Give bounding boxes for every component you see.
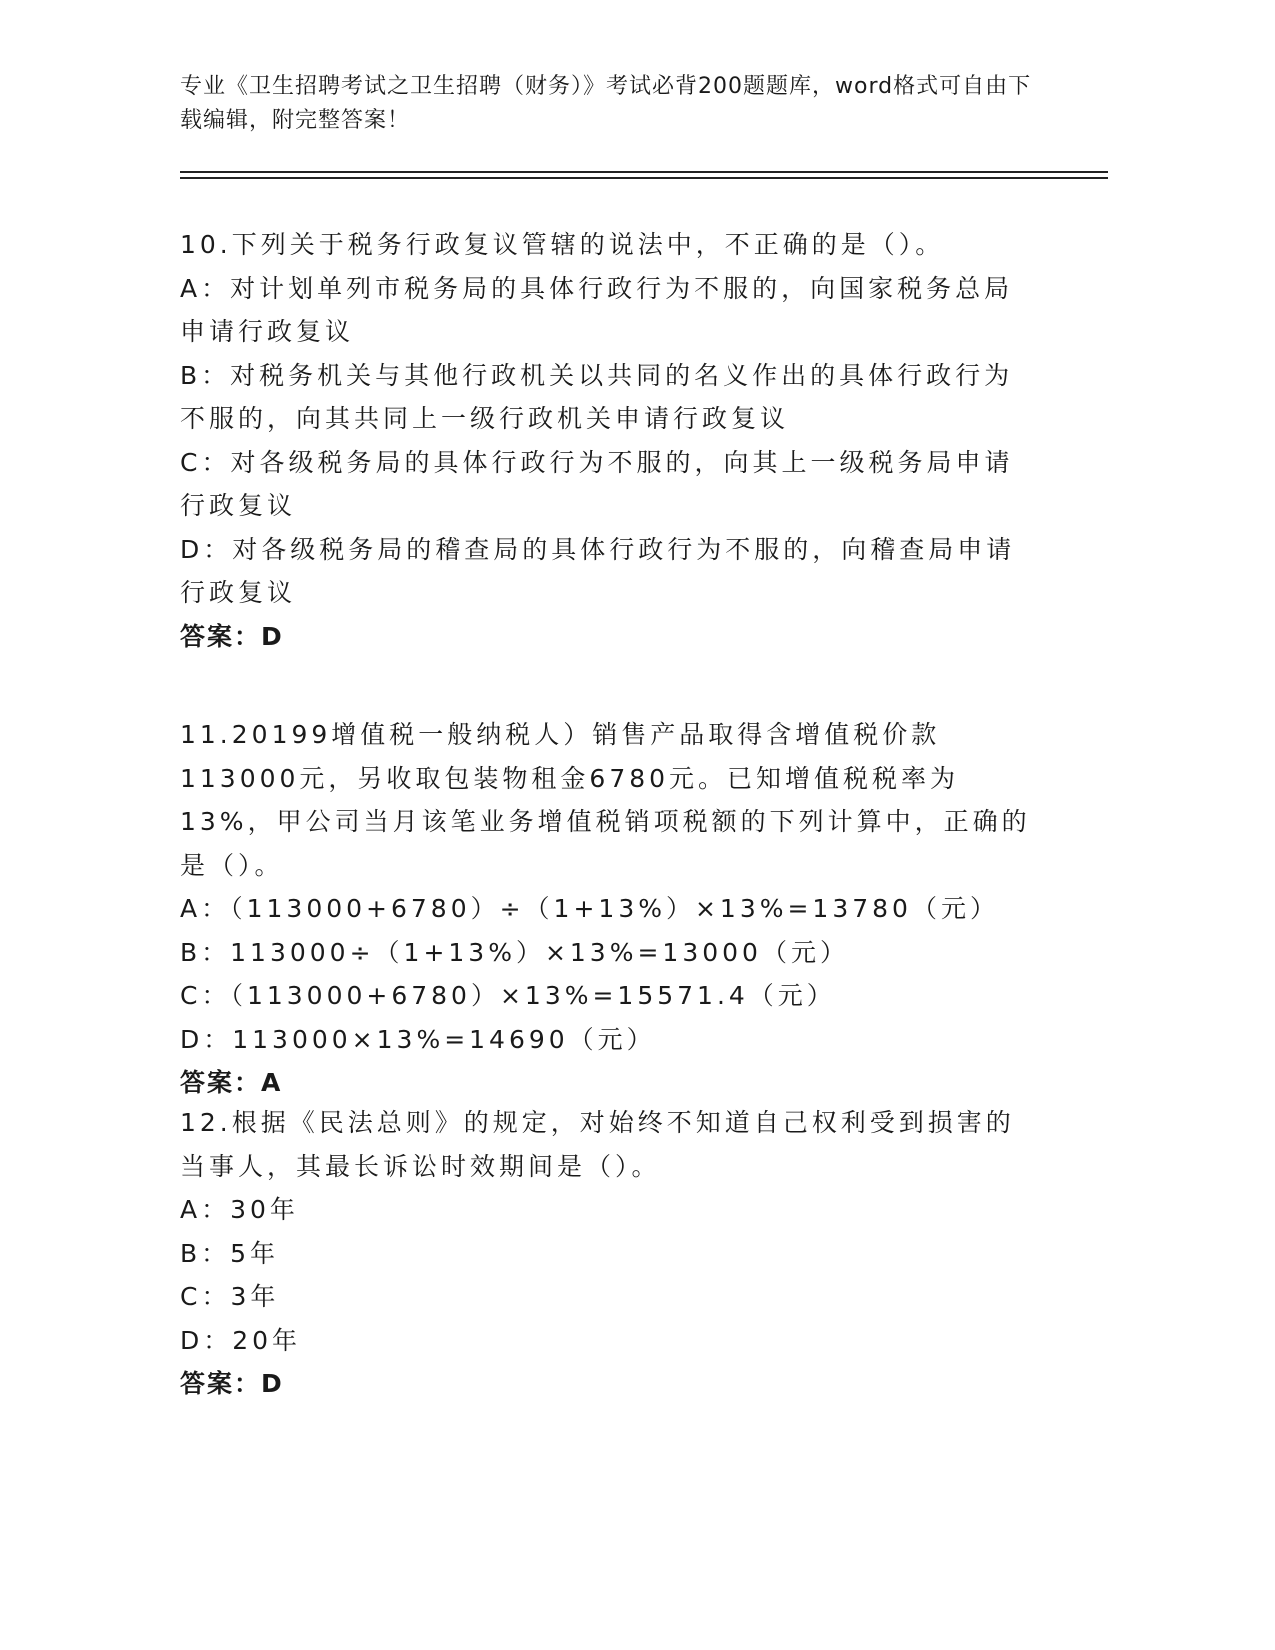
header-rule-top [180,171,1108,173]
header-rule-bottom [180,177,1108,179]
option-a: A：对计划单列市税务局的具体行政行为不服的，向国家税务总局申请行政复议 [180,273,1014,346]
question-stem: 12.根据《民法总则》的规定，对始终不知道自己权利受到损害的当事人，其最长诉讼时效期间是（）。 [180,1108,1015,1181]
answer: 答案：D [180,1369,284,1398]
option-b: B：对税务机关与其他行政机关以共同的名义作出的具体行政行为不服的，向其共同上一级行政机关申请行政复议 [180,360,1014,433]
answer: 答案：D [180,621,284,651]
question-11 [180,713,1040,1105]
option-d: D：20年 [180,1325,302,1355]
option-d: D：113000×13%=14690（元） [180,1024,656,1054]
option-b: B：113000÷（1+13%）×13%=13000（元） [180,937,849,967]
option-c: C：（113000+6780）×13%=15571.4（元） [180,981,836,1010]
option-a: A：（113000+6780）÷（1+13%）×13%=13780（元） [180,894,999,923]
option-a: A：30年 [180,1195,299,1224]
question-10 [180,223,1040,658]
question-stem: 10.下列关于税务行政复议管辖的说法中，不正确的是（）。 [180,230,945,259]
question-stem: 11.20199增值税一般纳税人）销售产品取得含增值税价款113000元，另收取包装物租金6780元。已知增值税税率为13%，甲公司当月该笔业务增值税销项税额的下列计算中，正确的是（）。 [180,720,1031,880]
option-d: D：对各级税务局的稽查局的具体行政行为不服的，向稽查局申请行政复议 [180,534,1016,607]
document-header: 专业《卫生招聘考试之卫生招聘（财务）》考试必背200题题库，word格式可自由下载编辑，附完整答案！ [180,74,1032,133]
answer: 答案：A [180,1068,283,1097]
option-c: C：对各级税务局的具体行政行为不服的，向其上一级税务局申请行政复议 [180,447,1014,520]
option-c: C：3年 [180,1282,280,1311]
question-12 [180,1101,1040,1406]
option-b: B：5年 [180,1238,280,1268]
